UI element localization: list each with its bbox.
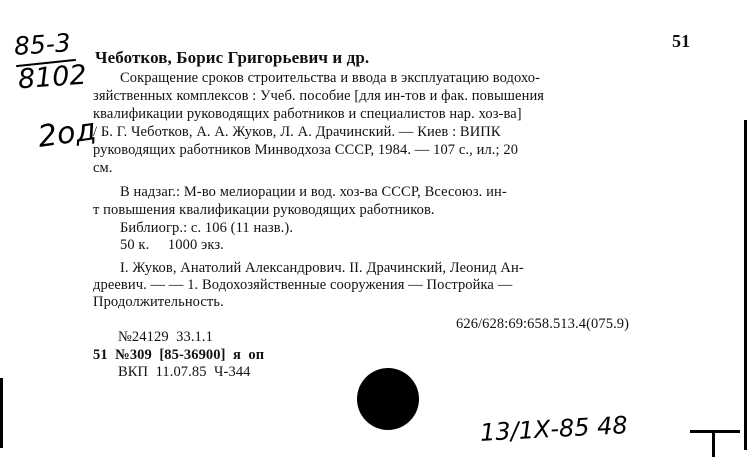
control-line: №24129 33.1.1 (118, 329, 213, 345)
title-line: руководящих работников Минводхоза СССР, 1984. — 107 с., ил.; 20 (93, 142, 519, 158)
title-line: Сокращение сроков строительства и ввода в эксплуатацию водохо- (120, 70, 541, 86)
scan-edge-bottom-right (690, 430, 740, 433)
title-line: / Б. Г. Чеботков, А. А. Жуков, Л. А. Драчинский. — Киев : ВИПК (93, 124, 501, 140)
note-line: т повышения квалификации руководящих работников. (93, 202, 435, 218)
udc-index: 626/628:69:658.513.4(075.9) (456, 316, 630, 332)
handwritten-code-top: 85-3 (13, 28, 72, 61)
note-line: Библиогр.: с. 106 (11 назв.). (120, 220, 294, 236)
scan-edge-right (744, 120, 747, 450)
tracing-line: Продолжительность. (93, 294, 224, 310)
control-line: 51 №309 [85-36900] я оп (93, 347, 265, 363)
author-heading: Чеботков, Борис Григорьевич и др. (95, 48, 370, 67)
title-line: квалификации руководящих работников и специалистов нар. хоз-ва] (93, 106, 522, 122)
tracing-line: I. Жуков, Анатолий Александрович. II. Драчинский, Леонид Ан- (120, 260, 524, 276)
handwritten-date: 13/1Х-85 48 (479, 411, 629, 447)
title-line: зяйственных комплексов : Учеб. пособие [для ин-тов и фак. повышения (93, 88, 545, 104)
tracing-line: дреевич. — — 1. Водохозяйственные сооружения — Постройка — (93, 277, 513, 293)
control-line: ВКП 11.07.85 Ч-344 (118, 364, 251, 380)
price-circulation: 50 к. 1000 экз. (120, 237, 224, 253)
handwritten-side-mark: 2од (35, 112, 99, 155)
handwritten-code-bottom: 8102 (16, 59, 88, 96)
page-number: 51 (672, 31, 691, 51)
scan-edge-bottom-right-vertical (712, 432, 715, 457)
title-line: см. (93, 160, 113, 176)
note-line: В надзаг.: М-во мелиорации и вод. хоз-ва СССР, Всесоюз. ин- (120, 184, 507, 200)
scan-edge-left (0, 378, 3, 448)
punch-hole (357, 368, 419, 430)
